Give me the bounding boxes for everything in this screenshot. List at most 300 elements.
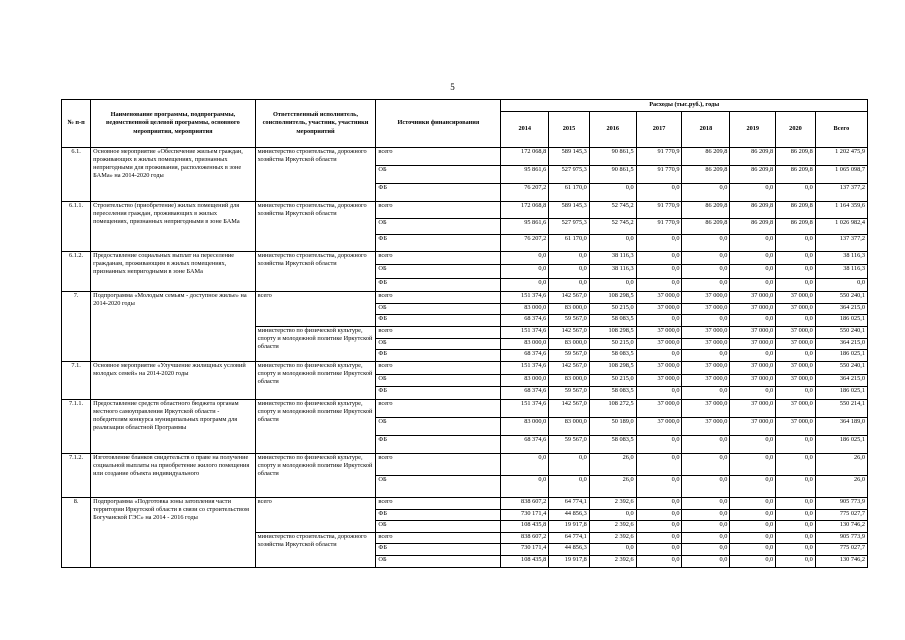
amount-cell: 0,0	[730, 251, 776, 264]
amount-cell: 0,0	[501, 453, 549, 475]
amount-cell: 0,0	[776, 435, 816, 453]
amount-cell: 0,0	[636, 350, 682, 362]
amount-cell: 83 000,0	[549, 417, 590, 435]
executor-cell: министерство по физической культуре, спорту и молодежной политике Иркутской области	[255, 361, 376, 399]
amount-cell: 37 000,0	[776, 338, 816, 350]
expenses-table	[61, 99, 868, 568]
section-name: Предоставление социальных выплат на переселение гражданам, проживающим в жилых помещениях, признанных непригодными в зоне БАМа	[91, 251, 256, 291]
amount-cell: 86 209,8	[682, 148, 730, 166]
amount-cell: 0,0	[730, 521, 776, 533]
amount-cell: 37 000,0	[636, 291, 682, 303]
amount-cell: 108 272,5	[589, 399, 636, 417]
section-number: 6.1.1.	[62, 202, 91, 252]
amount-cell: 0,0	[730, 387, 776, 400]
amount-cell: 0,0	[730, 315, 776, 327]
amount-cell: 142 567,0	[549, 361, 590, 374]
amount-cell: 37 000,0	[682, 303, 730, 315]
total-cell: 364 189,0	[815, 417, 867, 435]
source-cell: ОБ	[376, 417, 501, 435]
amount-cell: 108 298,5	[589, 361, 636, 374]
amount-cell: 86 209,8	[730, 148, 776, 166]
amount-cell: 19 917,8	[549, 521, 590, 533]
section-number: 6.1.2.	[62, 251, 91, 291]
amount-cell: 83 000,0	[501, 374, 549, 387]
amount-cell: 0,0	[589, 184, 636, 202]
amount-cell: 37 000,0	[682, 417, 730, 435]
amount-cell: 68 374,6	[501, 315, 549, 327]
amount-cell: 37 000,0	[682, 326, 730, 338]
source-cell: ФБ	[376, 509, 501, 521]
total-cell: 1 164 359,6	[815, 202, 867, 219]
amount-cell: 0,0	[730, 509, 776, 521]
amount-cell: 108 298,5	[589, 326, 636, 338]
amount-cell: 68 374,6	[501, 387, 549, 400]
amount-cell: 0,0	[636, 387, 682, 400]
amount-cell: 44 856,3	[549, 544, 590, 556]
total-cell: 186 025,1	[815, 435, 867, 453]
amount-cell: 151 374,6	[501, 399, 549, 417]
header-year: 2014	[501, 112, 549, 148]
amount-cell: 37 000,0	[682, 399, 730, 417]
section-number: 7.1.	[62, 361, 91, 399]
section-name: Предоставление средств областного бюджета органам местного самоуправления Иркутской области - победителям конкурса муниципальных программ для реализации областной Программы	[91, 399, 256, 453]
source-cell: всего	[376, 251, 501, 264]
amount-cell: 0,0	[682, 387, 730, 400]
amount-cell: 589 145,3	[549, 202, 590, 219]
amount-cell: 68 374,6	[501, 350, 549, 362]
amount-cell: 86 209,8	[776, 148, 816, 166]
amount-cell: 0,0	[501, 265, 549, 278]
executor-cell: министерство строительства, дорожного хозяйства Иркутской области	[255, 532, 376, 567]
source-cell: ОБ	[376, 166, 501, 184]
amount-cell: 0,0	[682, 184, 730, 202]
amount-cell: 0,0	[589, 544, 636, 556]
amount-cell: 37 000,0	[730, 374, 776, 387]
amount-cell: 0,0	[636, 497, 682, 509]
amount-cell: 38 116,3	[589, 265, 636, 278]
section-number: 6.1.	[62, 148, 91, 202]
amount-cell: 37 000,0	[730, 303, 776, 315]
amount-cell: 37 000,0	[682, 361, 730, 374]
source-cell: ФБ	[376, 387, 501, 400]
total-cell: 186 025,1	[815, 315, 867, 327]
amount-cell: 0,0	[501, 251, 549, 264]
total-cell: 26,0	[815, 453, 867, 475]
amount-cell: 0,0	[730, 278, 776, 291]
executor-cell: министерство по физической культуре, спорту и молодежной политике Иркутской области	[255, 453, 376, 497]
section-name: Подпрограмма «Молодым семьям - доступное жилье» на 2014-2020 годы	[91, 291, 256, 361]
amount-cell: 0,0	[589, 509, 636, 521]
amount-cell: 58 083,5	[589, 350, 636, 362]
amount-cell: 37 000,0	[776, 291, 816, 303]
amount-cell: 142 567,0	[549, 326, 590, 338]
amount-cell: 0,0	[776, 497, 816, 509]
amount-cell: 838 607,2	[501, 497, 549, 509]
amount-cell: 0,0	[682, 544, 730, 556]
executor-cell: всего	[255, 497, 376, 532]
amount-cell: 37 000,0	[730, 338, 776, 350]
total-cell: 186 025,1	[815, 350, 867, 362]
header-executor: Ответственный исполнитель, соисполнитель, участник, участники мероприятий	[255, 100, 376, 148]
source-cell: всего	[376, 202, 501, 219]
amount-cell: 59 567,0	[549, 435, 590, 453]
amount-cell: 59 567,0	[549, 315, 590, 327]
amount-cell: 151 374,6	[501, 326, 549, 338]
amount-cell: 37 000,0	[682, 291, 730, 303]
amount-cell: 0,0	[776, 521, 816, 533]
total-cell: 1 202 475,9	[815, 148, 867, 166]
source-cell: ФБ	[376, 278, 501, 291]
amount-cell: 52 745,2	[589, 218, 636, 235]
amount-cell: 2 392,6	[589, 556, 636, 568]
source-cell: всего	[376, 453, 501, 475]
amount-cell: 86 209,8	[776, 218, 816, 235]
amount-cell: 0,0	[636, 544, 682, 556]
executor-cell: министерство строительства, дорожного хозяйства Иркутской области	[255, 148, 376, 202]
table-row	[62, 453, 868, 475]
source-cell: ОБ	[376, 521, 501, 533]
total-cell: 38 116,3	[815, 265, 867, 278]
header-year: 2017	[636, 112, 682, 148]
amount-cell: 86 209,8	[730, 166, 776, 184]
amount-cell: 86 209,8	[730, 202, 776, 219]
section-name: Строительство (приобретение) жилых помещений для переселения граждан, проживающих в жилых помещениях, признанных непригодными в зоне БАМа	[91, 202, 256, 252]
amount-cell: 0,0	[549, 278, 590, 291]
section-number: 7.1.2.	[62, 453, 91, 497]
total-cell: 1 065 098,7	[815, 166, 867, 184]
source-cell: ФБ	[376, 350, 501, 362]
source-cell: ФБ	[376, 435, 501, 453]
amount-cell: 2 392,6	[589, 521, 636, 533]
amount-cell: 0,0	[549, 453, 590, 475]
section-number: 7.1.1.	[62, 399, 91, 453]
amount-cell: 38 116,3	[589, 251, 636, 264]
section-name: Основное мероприятие «Улучшение жилищных условий молодых семей» на 2014-2020 годы	[91, 361, 256, 399]
amount-cell: 50 215,0	[589, 374, 636, 387]
table-row	[62, 361, 868, 374]
source-cell: всего	[376, 291, 501, 303]
amount-cell: 0,0	[776, 509, 816, 521]
source-cell: ОБ	[376, 338, 501, 350]
amount-cell: 0,0	[730, 497, 776, 509]
total-cell: 364 215,0	[815, 303, 867, 315]
amount-cell: 0,0	[776, 556, 816, 568]
header-year: 2018	[682, 112, 730, 148]
executor-cell: министерство по физической культуре, спорту и молодежной политике Иркутской области	[255, 399, 376, 453]
amount-cell: 86 209,8	[682, 166, 730, 184]
amount-cell: 589 145,3	[549, 148, 590, 166]
amount-cell: 0,0	[636, 521, 682, 533]
total-cell: 1 026 982,4	[815, 218, 867, 235]
amount-cell: 0,0	[730, 184, 776, 202]
header-expenses: Расходы (тыс.руб.), годы	[501, 100, 868, 112]
amount-cell: 0,0	[776, 265, 816, 278]
table-row	[62, 291, 868, 303]
amount-cell: 0,0	[636, 475, 682, 497]
amount-cell: 172 068,8	[501, 148, 549, 166]
amount-cell: 37 000,0	[730, 361, 776, 374]
amount-cell: 108 298,5	[589, 291, 636, 303]
executor-cell: министерство по физической культуре, спорту и молодежной политике Иркутской области	[255, 326, 376, 361]
total-cell: 130 746,2	[815, 556, 867, 568]
amount-cell: 730 171,4	[501, 544, 549, 556]
amount-cell: 37 000,0	[636, 399, 682, 417]
total-cell: 186 025,1	[815, 387, 867, 400]
source-cell: всего	[376, 399, 501, 417]
amount-cell: 59 567,0	[549, 387, 590, 400]
amount-cell: 83 000,0	[549, 338, 590, 350]
amount-cell: 86 209,8	[776, 202, 816, 219]
total-cell: 905 773,9	[815, 532, 867, 544]
amount-cell: 0,0	[730, 453, 776, 475]
amount-cell: 0,0	[682, 453, 730, 475]
amount-cell: 172 068,8	[501, 202, 549, 219]
amount-cell: 58 083,5	[589, 387, 636, 400]
header-source: Источники финансирования	[376, 100, 501, 148]
amount-cell: 37 000,0	[776, 399, 816, 417]
amount-cell: 37 000,0	[730, 417, 776, 435]
amount-cell: 37 000,0	[636, 326, 682, 338]
amount-cell: 730 171,4	[501, 509, 549, 521]
amount-cell: 0,0	[776, 278, 816, 291]
amount-cell: 0,0	[589, 278, 636, 291]
amount-cell: 37 000,0	[776, 374, 816, 387]
amount-cell: 0,0	[776, 184, 816, 202]
section-name: Основное мероприятие «Обеспечение жильем граждан, проживающих в жилых помещениях, признанных непригодными для проживания, расположенных в зоне БАМа» на 2014-2020 годы	[91, 148, 256, 202]
amount-cell: 90 861,5	[589, 148, 636, 166]
amount-cell: 83 000,0	[549, 374, 590, 387]
header-no: № п-п	[62, 100, 91, 148]
amount-cell: 0,0	[636, 435, 682, 453]
source-cell: всего	[376, 326, 501, 338]
amount-cell: 37 000,0	[682, 338, 730, 350]
amount-cell: 0,0	[682, 278, 730, 291]
amount-cell: 0,0	[549, 251, 590, 264]
header-name: Наименование программы, подпрограммы, ведомственной целевой программы, основного мероприятия, мероприятия	[91, 100, 256, 148]
amount-cell: 86 209,8	[730, 218, 776, 235]
amount-cell: 0,0	[589, 235, 636, 252]
total-cell: 38 116,3	[815, 251, 867, 264]
amount-cell: 0,0	[730, 435, 776, 453]
amount-cell: 37 000,0	[776, 303, 816, 315]
amount-cell: 91 770,9	[636, 148, 682, 166]
amount-cell: 0,0	[730, 556, 776, 568]
amount-cell: 37 000,0	[636, 374, 682, 387]
amount-cell: 86 209,8	[776, 166, 816, 184]
amount-cell: 50 215,0	[589, 338, 636, 350]
amount-cell: 0,0	[776, 532, 816, 544]
amount-cell: 50 215,0	[589, 303, 636, 315]
source-cell: ОБ	[376, 475, 501, 497]
amount-cell: 0,0	[636, 235, 682, 252]
amount-cell: 37 000,0	[682, 374, 730, 387]
amount-cell: 83 000,0	[501, 417, 549, 435]
amount-cell: 19 917,8	[549, 556, 590, 568]
amount-cell: 0,0	[636, 184, 682, 202]
table-row	[62, 251, 868, 264]
amount-cell: 58 083,5	[589, 315, 636, 327]
executor-cell: министерство строительства, дорожного хозяйства Иркутской области	[255, 251, 376, 291]
amount-cell: 37 000,0	[636, 417, 682, 435]
source-cell: ФБ	[376, 184, 501, 202]
amount-cell: 0,0	[682, 435, 730, 453]
total-cell: 905 773,9	[815, 497, 867, 509]
section-name: Изготовление бланков свидетельств о праве на получение социальной выплаты на приобретение жилого помещения или создание объекта индивидуального	[91, 453, 256, 497]
total-cell: 130 746,2	[815, 521, 867, 533]
amount-cell: 0,0	[776, 251, 816, 264]
amount-cell: 142 567,0	[549, 399, 590, 417]
amount-cell: 0,0	[501, 278, 549, 291]
amount-cell: 91 770,9	[636, 202, 682, 219]
amount-cell: 0,0	[730, 544, 776, 556]
source-cell: всего	[376, 361, 501, 374]
amount-cell: 0,0	[776, 350, 816, 362]
source-cell: ФБ	[376, 235, 501, 252]
amount-cell: 83 000,0	[501, 303, 549, 315]
amount-cell: 0,0	[682, 521, 730, 533]
amount-cell: 2 392,6	[589, 497, 636, 509]
total-cell: 137 377,2	[815, 235, 867, 252]
amount-cell: 26,0	[589, 453, 636, 475]
amount-cell: 0,0	[682, 475, 730, 497]
amount-cell: 0,0	[776, 544, 816, 556]
amount-cell: 0,0	[682, 350, 730, 362]
amount-cell: 0,0	[636, 556, 682, 568]
amount-cell: 0,0	[636, 315, 682, 327]
section-number: 8.	[62, 497, 91, 567]
amount-cell: 0,0	[636, 532, 682, 544]
amount-cell: 0,0	[730, 235, 776, 252]
amount-cell: 0,0	[682, 556, 730, 568]
amount-cell: 0,0	[776, 453, 816, 475]
header-year: 2015	[549, 112, 590, 148]
amount-cell: 91 770,9	[636, 218, 682, 235]
amount-cell: 142 567,0	[549, 291, 590, 303]
amount-cell: 83 000,0	[501, 338, 549, 350]
amount-cell: 50 189,0	[589, 417, 636, 435]
amount-cell: 76 207,2	[501, 184, 549, 202]
amount-cell: 0,0	[682, 532, 730, 544]
source-cell: всего	[376, 497, 501, 509]
amount-cell: 59 567,0	[549, 350, 590, 362]
amount-cell: 151 374,6	[501, 291, 549, 303]
amount-cell: 37 000,0	[776, 361, 816, 374]
total-cell: 550 240,1	[815, 361, 867, 374]
source-cell: ОБ	[376, 265, 501, 278]
source-cell: всего	[376, 532, 501, 544]
amount-cell: 0,0	[776, 235, 816, 252]
amount-cell: 0,0	[682, 315, 730, 327]
amount-cell: 0,0	[682, 251, 730, 264]
amount-cell: 95 861,6	[501, 218, 549, 235]
total-cell: 26,0	[815, 475, 867, 497]
amount-cell: 37 000,0	[776, 417, 816, 435]
amount-cell: 108 435,8	[501, 521, 549, 533]
total-cell: 364 215,0	[815, 374, 867, 387]
amount-cell: 0,0	[730, 350, 776, 362]
amount-cell: 0,0	[636, 278, 682, 291]
amount-cell: 108 435,8	[501, 556, 549, 568]
amount-cell: 0,0	[776, 315, 816, 327]
amount-cell: 37 000,0	[636, 361, 682, 374]
amount-cell: 0,0	[776, 475, 816, 497]
amount-cell: 76 207,2	[501, 235, 549, 252]
total-cell: 775 027,7	[815, 509, 867, 521]
amount-cell: 0,0	[730, 265, 776, 278]
amount-cell: 90 861,5	[589, 166, 636, 184]
amount-cell: 61 170,0	[549, 235, 590, 252]
amount-cell: 0,0	[549, 265, 590, 278]
executor-cell: всего	[255, 291, 376, 326]
amount-cell: 0,0	[549, 475, 590, 497]
amount-cell: 527 975,3	[549, 166, 590, 184]
amount-cell: 26,0	[589, 475, 636, 497]
amount-cell: 83 000,0	[549, 303, 590, 315]
amount-cell: 68 374,6	[501, 435, 549, 453]
total-cell: 775 027,7	[815, 544, 867, 556]
table-row	[62, 497, 868, 509]
amount-cell: 37 000,0	[776, 326, 816, 338]
total-cell: 137 377,2	[815, 184, 867, 202]
section-name: Подпрограмма «Подготовка зоны затопления части территории Иркутской области в связи со строительством Богучанской ГЭС» на 2014 - 2016 годы	[91, 497, 256, 567]
amount-cell: 58 083,5	[589, 435, 636, 453]
total-cell: 550 240,1	[815, 291, 867, 303]
page-number: 5	[450, 82, 455, 92]
total-cell: 364 215,0	[815, 338, 867, 350]
header-year: 2019	[730, 112, 776, 148]
source-cell: ФБ	[376, 315, 501, 327]
amount-cell: 37 000,0	[730, 399, 776, 417]
amount-cell: 0,0	[636, 251, 682, 264]
amount-cell: 0,0	[501, 475, 549, 497]
source-cell: ОБ	[376, 556, 501, 568]
source-cell: ОБ	[376, 218, 501, 235]
amount-cell: 0,0	[636, 453, 682, 475]
amount-cell: 0,0	[636, 265, 682, 278]
amount-cell: 86 209,8	[682, 218, 730, 235]
section-number: 7.	[62, 291, 91, 361]
amount-cell: 0,0	[682, 235, 730, 252]
executor-cell: министерство строительства, дорожного хозяйства Иркутской области	[255, 202, 376, 252]
amount-cell: 2 392,6	[589, 532, 636, 544]
source-cell: ФБ	[376, 544, 501, 556]
table-row	[62, 399, 868, 417]
amount-cell: 37 000,0	[730, 291, 776, 303]
amount-cell: 527 975,3	[549, 218, 590, 235]
header-year: Всего	[815, 112, 867, 148]
table-row	[62, 148, 868, 166]
amount-cell: 95 861,6	[501, 166, 549, 184]
amount-cell: 91 770,9	[636, 166, 682, 184]
amount-cell: 0,0	[682, 509, 730, 521]
amount-cell: 37 000,0	[730, 326, 776, 338]
amount-cell: 0,0	[730, 475, 776, 497]
amount-cell: 838 607,2	[501, 532, 549, 544]
total-cell: 550 240,1	[815, 326, 867, 338]
total-cell: 0,0	[815, 278, 867, 291]
amount-cell: 64 774,1	[549, 497, 590, 509]
amount-cell: 37 000,0	[636, 338, 682, 350]
amount-cell: 0,0	[682, 265, 730, 278]
amount-cell: 86 209,8	[682, 202, 730, 219]
amount-cell: 0,0	[636, 509, 682, 521]
header-year: 2020	[776, 112, 816, 148]
amount-cell: 44 856,3	[549, 509, 590, 521]
source-cell: ОБ	[376, 374, 501, 387]
amount-cell: 64 774,1	[549, 532, 590, 544]
amount-cell: 0,0	[682, 497, 730, 509]
header-year: 2016	[589, 112, 636, 148]
